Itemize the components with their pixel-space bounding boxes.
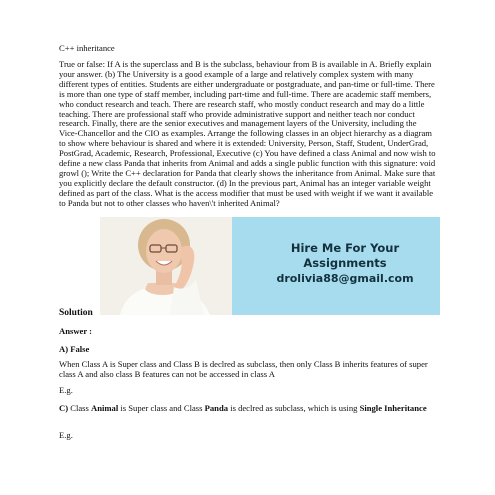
banner-text	[252, 241, 438, 286]
example-label-1: E.g.	[59, 385, 73, 395]
banner-heading: Hire Me For Your	[290, 241, 400, 255]
part-c-text-1: Class	[68, 403, 91, 413]
class-panda: Panda	[204, 403, 229, 413]
part-c-text-2: is Super class and Class	[118, 403, 205, 413]
question-paragraph: True or false: If A is the superclass and B is the subclass, behaviour from B is available in A. Briefly explain your answer. (b) The University is a good example of a large and relatively complex system with many different types of entities. Students are either undergraduate or postgraduate, and pan-time or full-time. There is more than one type of staff member, including part-time and full-time. There are academic staff members, who conduct research and teach. There are research staff, who mostly conduct research and may do a little teaching. There are professional staff who provide administrative support and neither teach nor conduct research. Finally, there are the senior executives and management layers of the University, including the Vice-Chancellor and the CIO as examples. Arrange the following classes in an object hierarchy as a diagram to show where behaviour is shared and where it is extended: University, Person, Staff, Student, UnderGrad, PostGrad, Academic, Research, Professional, Executive (c) You have defined a class Animal and now wish to define a new class Panda that inherits from Animal and adds a single public function with this signature: void growl (); Write the C++ declaration for Panda that clearly shows the inheritance from Animal. Make sure that you explicitly declare the default constructor. (d) In the previous part, Animal has an integer variable weight defined as part of the class. What is the access modifier that must be used with weight if we want it available to Panda but not to other classes who haven\'t inherited Animal?	[59, 59, 436, 208]
class-animal: Animal	[91, 403, 119, 413]
single-inheritance: Single Inheritance	[359, 403, 427, 413]
answer-label: Answer :	[59, 326, 93, 336]
advertisement-banner	[100, 217, 440, 315]
part-c-prefix: C)	[59, 403, 69, 413]
part-c-text-3: is declred as subclass, which is using	[228, 403, 360, 413]
banner-subheading: Assignments	[303, 256, 387, 270]
example-label-2: E.g.	[59, 430, 73, 440]
document-title: C++ inheritance	[59, 43, 115, 53]
answer-a-explanation: When Class A is Super class and Class B is declred as subclass, then only Class B inherits features of super class A and also class B features can not be accessed in class A	[59, 359, 428, 379]
woman-illustration	[100, 217, 232, 315]
woman-photo	[100, 217, 232, 315]
answer-part-c	[59, 403, 436, 413]
solution-heading: Solution	[59, 308, 93, 318]
answer-part-a: A) False	[59, 344, 90, 354]
contact-email[interactable]: drolivia88@gmail.com	[276, 272, 414, 285]
